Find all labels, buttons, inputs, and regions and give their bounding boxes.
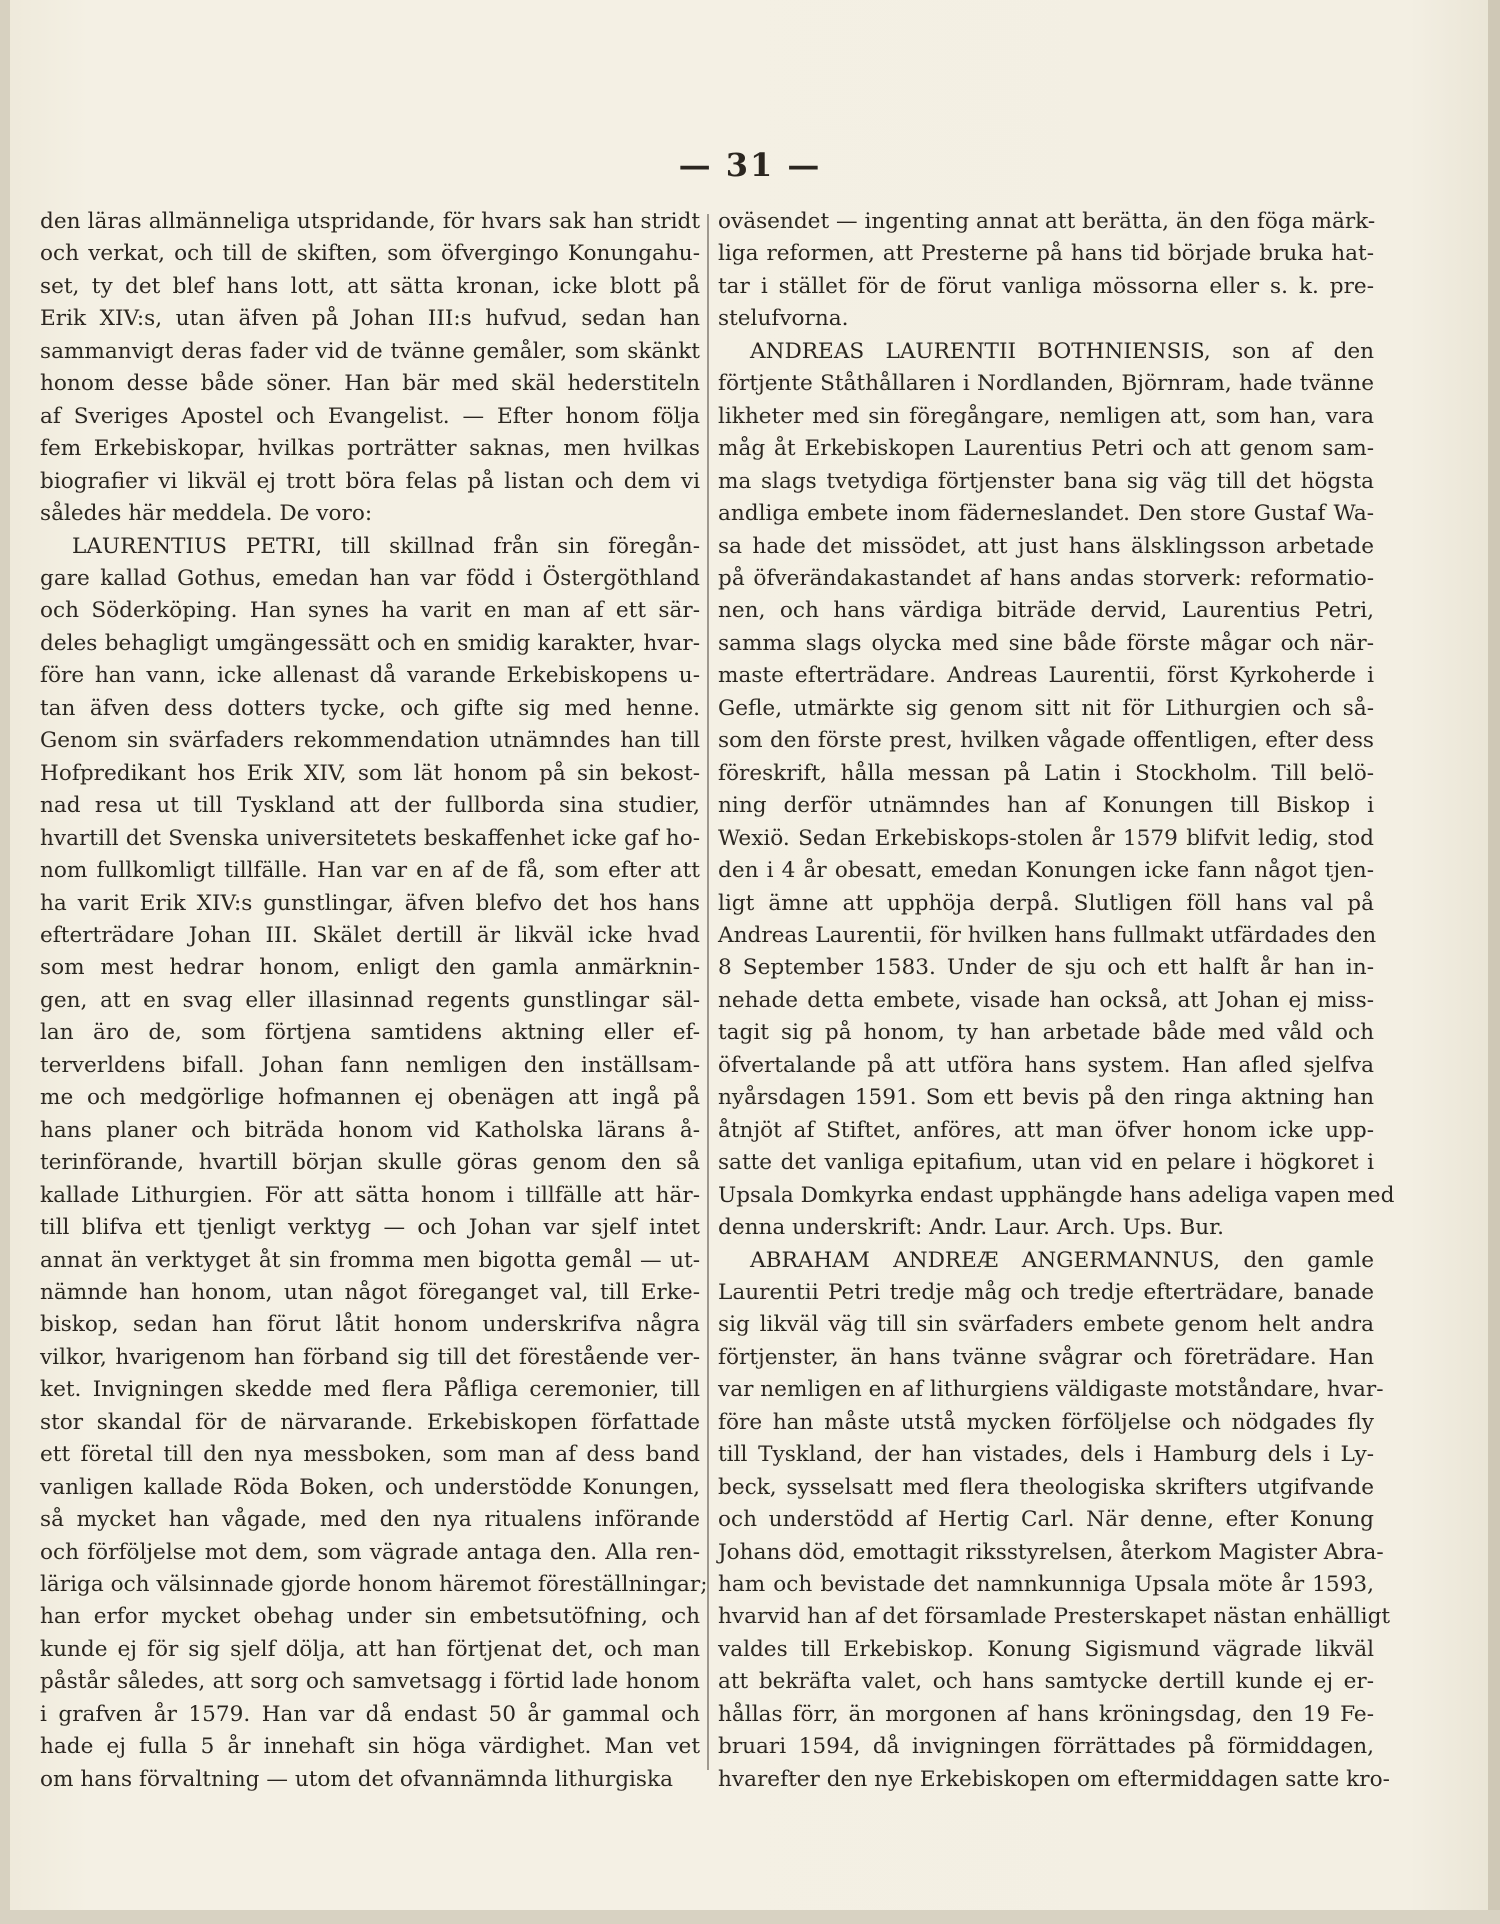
text-line: Genom sin svärfaders rekommendation utnämndes han till <box>40 728 700 754</box>
text-line: deles behagligt umgängessätt och en smidig karakter, hvar- <box>40 630 700 656</box>
text-line: ANDREAS LAURENTII BOTHNIENSIS, son af den <box>750 338 1374 364</box>
text-line: nämnde han honom, utan något föreganget val, till Erke- <box>40 1279 700 1305</box>
text-line: föreskrift, hålla messan på Latin i Stockholm. Till belö- <box>718 760 1374 786</box>
text-line: efterträdare Johan III. Skälet dertill är likväl icke hvad <box>40 922 700 948</box>
text-line: stelufvorna. <box>718 306 849 332</box>
right-column <box>718 206 1395 1796</box>
text-line: ning derför utnämndes han af Konungen till Biskop i <box>718 793 1374 819</box>
text-line: ABRAHAM ANDREÆ ANGERMANNUS, den gamle <box>750 1247 1374 1273</box>
text-line: ma slags tvetydiga förtjenster bana sig väg till det högsta <box>718 468 1374 494</box>
text-line: biografier vi likväl ej trott böra felas på listan och dem vi <box>40 468 700 494</box>
text-line: nen, och hans värdiga biträde dervid, Laurentius Petri, <box>718 598 1374 624</box>
text-line: LAURENTIUS PETRI, till skillnad från sin föregån- <box>72 533 700 559</box>
text-line: i grafven år 1579. Han var då endast 50 år gammal och <box>40 1701 700 1727</box>
text-line: tar i stället för de förut vanliga mössorna eller s. k. pre- <box>718 273 1374 299</box>
text-line: till Tyskland, der han vistades, dels i Hamburg dels i Ly- <box>718 1442 1374 1468</box>
page-number: — 31 — <box>678 146 822 184</box>
text-line: före han måste utstå mycken förföljelse och nödgades fly <box>718 1409 1374 1435</box>
text-line: måg åt Erkebiskopen Laurentius Petri och att genom sam- <box>718 436 1374 462</box>
text-line: hans planer och biträda honom vid Katholska lärans å- <box>40 1117 700 1143</box>
text-line: terverldens bifall. Johan fann nemligen den inställsam- <box>40 1052 700 1078</box>
text-line: ha varit Erik XIV:s gunstlingar, äfven blefvo det hos hans <box>40 890 700 916</box>
text-line: denna underskrift: Andr. Laur. Arch. Ups. Bur. <box>718 1215 1224 1241</box>
text-line: och verkat, och till de skiften, som öfvergingo Konungahu- <box>40 241 700 267</box>
text-line: beck, sysselsatt med flera theologiska skrifters utgifvande <box>718 1474 1374 1500</box>
page-edge-right <box>1488 0 1500 1924</box>
text-line: ket. Invigningen skedde med flera Påfliga ceremonier, till <box>40 1377 700 1403</box>
column-divider <box>707 214 709 1770</box>
text-line: fem Erkebiskopar, hvilkas porträtter saknas, men hvilkas <box>40 436 700 462</box>
page-edge-bottom <box>0 1910 1500 1924</box>
text-line: hvarvid han af det församlade Presterskapet nästan enhälligt <box>718 1604 1391 1630</box>
text-line: 8 September 1583. Under de sju och ett halft år han in- <box>718 955 1374 981</box>
text-line: sa hade det missödet, att just hans älsklingsson arbetade <box>718 533 1374 559</box>
text-line: kunde ej för sig sjelf dölja, att han förtjenat det, och man <box>40 1636 700 1662</box>
text-line: oväsendet — ingenting annat att berätta, än den föga märk- <box>718 209 1376 234</box>
text-line: maste efterträdare. Andreas Laurentii, först Kyrkoherde i <box>718 663 1374 689</box>
text-line: nom fullkomligt tillfälle. Han var en af de få, som efter att <box>40 858 700 884</box>
text-line: Upsala Domkyrka endast upphängde hans adeliga vapen med <box>718 1182 1395 1208</box>
text-line: som den förste prest, hvilken vågade offentligen, efter dess <box>718 728 1374 754</box>
text-line: och Söderköping. Han synes ha varit en man af ett sär- <box>40 598 700 624</box>
text-line: tan äfven dess dotters tycke, och gifte sig med henne. <box>40 695 700 721</box>
text-line: likheter med sin föregångare, nemligen att, som han, vara <box>718 403 1374 429</box>
text-line: kallade Lithurgien. För att sätta honom i tillfälle att här- <box>40 1182 700 1208</box>
text-line: nyårsdagen 1591. Som ett bevis på den ringa aktning han <box>718 1085 1374 1111</box>
text-line: valdes till Erkebiskop. Konung Sigismund vägrade likväl <box>718 1636 1374 1662</box>
text-line: samma slags olycka med sine både förste mågar och när- <box>718 630 1374 656</box>
text-line: terinförande, hvartill början skulle göras genom den så <box>40 1150 700 1176</box>
text-line: Gefle, utmärkte sig genom sitt nit för Lithurgien och så- <box>718 695 1374 721</box>
text-line: stor skandal för de närvarande. Erkebiskopen författade <box>40 1409 700 1435</box>
text-line: öfvertalande på att utföra hans system. Han afled sjelfva <box>718 1052 1374 1078</box>
text-line: satte det vanliga epitafium, utan vid en pelare i högkoret i <box>718 1150 1374 1176</box>
text-line: annat än verktyget åt sin fromma men bigotta gemål — ut- <box>40 1247 700 1273</box>
text-line: och understödd af Hertig Carl. När denne, efter Konung <box>718 1507 1374 1533</box>
text-line: hållas förr, än morgonen af hans kröningsdag, den 19 Fe- <box>718 1701 1374 1727</box>
text-line: Hofpredikant hos Erik XIV, som lät honom på sin bekost- <box>40 760 700 786</box>
text-line: andliga embete inom fäderneslandet. Den store Gustaf Wa- <box>718 501 1374 527</box>
text-line: så mycket han vågade, med den nya ritualens införande <box>40 1507 700 1533</box>
text-line: och förföljelse mot dem, som vägrade antaga den. Alla ren- <box>40 1539 700 1565</box>
text-line: vanligen kallade Röda Boken, och understödde Konungen, <box>40 1474 700 1500</box>
text-line: ham och bevistade det namnkunniga Upsala möte år 1593, <box>718 1572 1374 1598</box>
text-line: ligt ämne att upphöja derpå. Slutligen föll hans val på <box>718 890 1374 916</box>
text-line: Wexiö. Sedan Erkebiskops-stolen år 1579 blifvit ledig, stod <box>718 825 1374 851</box>
text-line: om hans förvaltning — utom det ofvannämnda lithurgiska <box>40 1766 673 1792</box>
text-line: me och medgörlige hofmannen ej obenägen att ingå på <box>40 1085 700 1111</box>
text-line: Laurentii Petri tredje måg och tredje efterträdare, banade <box>718 1279 1374 1305</box>
text-line: Erik XIV:s, utan äfven på Johan III:s hufvud, sedan han <box>40 306 700 332</box>
text-line: af Sveriges Apostel och Evangelist. — Efter honom följa <box>40 403 700 429</box>
text-line: han erfor mycket obehag under sin embetsutöfning, och <box>40 1604 700 1630</box>
text-line: den läras allmänneliga utspridande, för hvars sak han stridt <box>40 209 700 234</box>
text-line: påstår således, att sorg och samvetsagg i förtid lade honom <box>40 1669 700 1695</box>
text-line: förtjenster, än hans tvänne svågrar och företrädare. Han <box>718 1344 1374 1370</box>
text-line: att bekräfta valet, och hans samtycke dertill kunde ej er- <box>718 1669 1374 1695</box>
left-column <box>40 206 708 1796</box>
text-line: således här meddela. De voro: <box>40 501 373 527</box>
text-line: hvartill det Svenska universitetets beskaffenhet icke gaf ho- <box>40 825 700 851</box>
text-line: till blifva ett tjenligt verktyg — och Johan var sjelf intet <box>40 1215 700 1241</box>
text-line: nehade detta embete, visade han också, att Johan ej miss- <box>718 987 1374 1013</box>
text-line: hvarefter den nye Erkebiskopen om eftermiddagen satte kro- <box>718 1766 1390 1792</box>
text-line: var nemligen en af lithurgiens väldigaste motståndare, hvar- <box>718 1377 1384 1403</box>
text-line: lan äro de, som förtjena samtidens aktning eller ef- <box>40 1020 700 1046</box>
text-line: hade ej fulla 5 år innehaft sin höga värdighet. Man vet <box>40 1734 700 1760</box>
text-line: på öfverändakastandet af hans andas storverk: reformatio- <box>718 565 1374 591</box>
text-line: biskop, sedan han förut låtit honom underskrifva några <box>40 1312 700 1338</box>
text-line: Johans död, emottagit riksstyrelsen, återkom Magister Abra- <box>718 1539 1384 1565</box>
text-line: läriga och välsinnade gjorde honom häremot föreställningar; <box>40 1572 708 1598</box>
text-line: nad resa ut till Tyskland att der fullborda sina studier, <box>40 793 700 819</box>
text-line: sig likväl väg till sin svärfaders embete genom helt andra <box>718 1312 1374 1338</box>
text-line: gare kallad Gothus, emedan han var född i Östergöthland <box>40 565 700 591</box>
text-line: åtnjöt af Stiftet, anföres, att man öfver honom icke upp- <box>718 1117 1374 1143</box>
text-line: honom desse både söner. Han bär med skäl hederstiteln <box>40 371 700 397</box>
page-edge-left <box>0 0 10 1924</box>
text-line: ett företal till den nya messboken, som man af dess band <box>40 1442 700 1468</box>
text-line: förtjente Ståthållaren i Nordlanden, Björnram, hade tvänne <box>718 371 1374 397</box>
text-line: vilkor, hvarigenom han förband sig till det förestående ver- <box>40 1344 700 1370</box>
text-line: sammanvigt deras fader vid de tvänne gemåler, som skänkt <box>40 338 700 364</box>
text-line: bruari 1594, då invigningen förrättades på förmiddagen, <box>718 1734 1374 1760</box>
text-line: liga reformen, att Presterne på hans tid började bruka hat- <box>718 241 1374 267</box>
text-line: före han vann, icke allenast då varande Erkebiskopens u- <box>40 663 700 689</box>
text-line: gen, att en svag eller illasinnad regents gunstlingar säl- <box>40 987 700 1013</box>
text-line: som mest hedrar honom, enligt den gamla anmärknin- <box>40 955 700 981</box>
text-line: set, ty det blef hans lott, att sätta kronan, icke blott på <box>40 273 700 299</box>
text-line: Andreas Laurentii, för hvilken hans fullmakt utfärdades den <box>718 922 1377 948</box>
text-line: tagit sig på honom, ty han arbetade både med våld och <box>718 1020 1374 1046</box>
text-line: den i 4 år obesatt, emedan Konungen icke fann något tjen- <box>718 858 1374 884</box>
